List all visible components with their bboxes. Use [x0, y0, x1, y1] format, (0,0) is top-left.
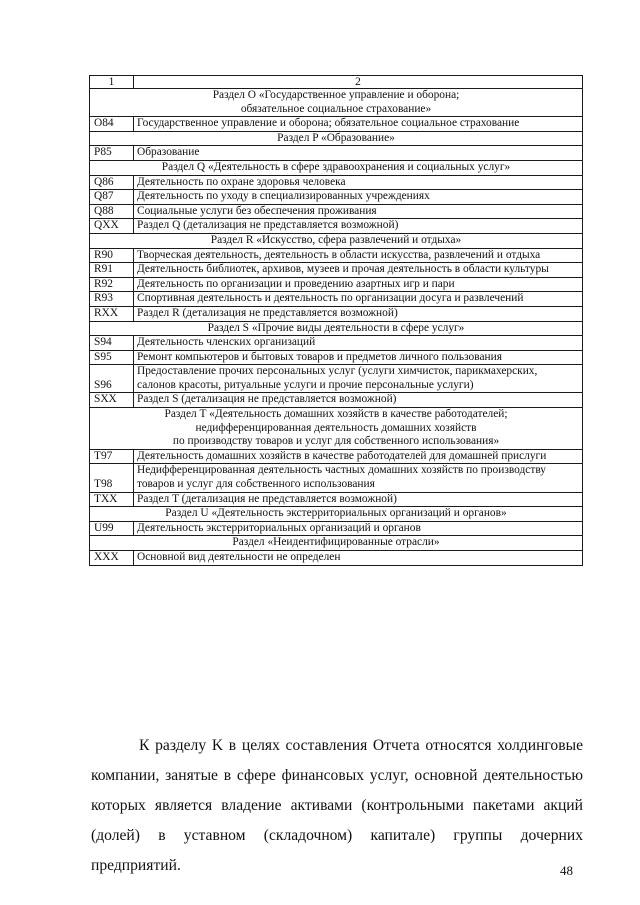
table-row	[90, 219, 583, 234]
activity-code: R90	[90, 248, 134, 263]
activity-code: R92	[90, 277, 134, 292]
activity-description: Спортивная деятельность и деятельность по организации досуга и развлечений	[134, 292, 583, 307]
section-header-row	[90, 408, 583, 450]
table-row	[90, 306, 583, 321]
activity-description: Деятельность членских организаций	[134, 336, 583, 351]
activity-code: TXX	[90, 492, 134, 507]
section-header-row	[90, 89, 583, 117]
activity-code: R91	[90, 263, 134, 278]
section-title: Раздел T «Деятельность домашних хозяйств в качестве работодателей; недифференцированная деятельность домашних хозяйств по производству товаров и услуг для собственного использования»	[90, 408, 583, 450]
activity-code: RXX	[90, 306, 134, 321]
activity-code: Q87	[90, 190, 134, 205]
section-header-row	[90, 321, 583, 336]
table-row	[90, 190, 583, 205]
table-row	[90, 393, 583, 408]
column-header-2: 2	[134, 76, 583, 89]
table-row	[90, 248, 583, 263]
activity-code: T98	[90, 464, 134, 492]
section-title: Раздел «Неидентифицированные отрасли»	[90, 536, 583, 551]
activity-description: Образование	[134, 146, 583, 161]
table-row	[90, 492, 583, 507]
activity-code: XXX	[90, 551, 134, 566]
table-row	[90, 204, 583, 219]
activity-description: Ремонт компьютеров и бытовых товаров и предметов личного пользования	[134, 350, 583, 365]
column-header-row	[90, 76, 583, 89]
activity-code: QXX	[90, 219, 134, 234]
body-paragraph: К разделу K в целях составления Отчета относятся холдинговые компании, занятые в сфере финансовых услуг, основной деятельностью которых является владение активами (контрольными пакетами акций (долей) в уставном (складочном) капитале) группы дочерних предприятий.	[91, 737, 583, 874]
activity-code: P85	[90, 146, 134, 161]
activity-code: T97	[90, 449, 134, 464]
section-title: Раздел U «Деятельность экстерриториальных организаций и органов»	[90, 507, 583, 522]
section-header-row	[90, 131, 583, 146]
activity-description: Раздел R (детализация не представляется возможной)	[134, 306, 583, 321]
table-row	[90, 464, 583, 492]
table-row	[90, 336, 583, 351]
section-title: Раздел P «Образование»	[90, 131, 583, 146]
section-title: Раздел O «Государственное управление и оборона; обязательное социальное страхование»	[90, 89, 583, 117]
activity-description: Раздел T (детализация не представляется возможной)	[134, 492, 583, 507]
table-row	[90, 449, 583, 464]
column-header-1: 1	[90, 76, 134, 89]
classification-table	[89, 75, 583, 566]
activity-code: SXX	[90, 393, 134, 408]
activity-description: Предоставление прочих персональных услуг (услуги химчисток, парикмахерских, салонов красоты, ритуальные услуги и прочие персональные услуги)	[134, 365, 583, 393]
table-row	[90, 175, 583, 190]
table-row	[90, 277, 583, 292]
activity-description: Деятельность экстерриториальных организаций и органов	[134, 521, 583, 536]
activity-description: Раздел S (детализация не представляется возможной)	[134, 393, 583, 408]
activity-code: U99	[90, 521, 134, 536]
section-title: Раздел S «Прочие виды деятельности в сфере услуг»	[90, 321, 583, 336]
activity-description: Творческая деятельность, деятельность в области искусства, развлечений и отдыха	[134, 248, 583, 263]
section-header-row	[90, 507, 583, 522]
activity-description: Деятельность по организации и проведению азартных игр и пари	[134, 277, 583, 292]
activity-code: Q86	[90, 175, 134, 190]
section-title: Раздел R «Искусство, сфера развлечений и отдыха»	[90, 233, 583, 248]
table-row	[90, 521, 583, 536]
activity-code: O84	[90, 117, 134, 132]
activity-description: Деятельность домашних хозяйств в качестве работодателей для домашней прислуги	[134, 449, 583, 464]
activity-code: S96	[90, 365, 134, 393]
table-row	[90, 551, 583, 566]
activity-description: Основной вид деятельности не определен	[134, 551, 583, 566]
activity-description: Недифференцированная деятельность частных домашних хозяйств по производству товаров и услуг для собственного использования	[134, 464, 583, 492]
page-number: 48	[560, 863, 573, 878]
activity-description: Деятельность по охране здоровья человека	[134, 175, 583, 190]
activity-code: Q88	[90, 204, 134, 219]
activity-description: Деятельность по уходу в специализированных учреждениях	[134, 190, 583, 205]
activity-description: Раздел Q (детализация не представляется возможной)	[134, 219, 583, 234]
section-header-row	[90, 233, 583, 248]
activity-code: R93	[90, 292, 134, 307]
activity-description: Государственное управление и оборона; обязательное социальное страхование	[134, 117, 583, 132]
activity-code: S94	[90, 336, 134, 351]
table-body	[90, 76, 583, 566]
table-row	[90, 117, 583, 132]
table-row	[90, 263, 583, 278]
table-row	[90, 292, 583, 307]
table-row	[90, 350, 583, 365]
activity-description: Деятельность библиотек, архивов, музеев и прочая деятельность в области культуры	[134, 263, 583, 278]
section-title: Раздел Q «Деятельность в сфере здравоохранения и социальных услуг»	[90, 160, 583, 175]
section-header-row	[90, 160, 583, 175]
table-row	[90, 365, 583, 393]
table-row	[90, 146, 583, 161]
section-header-row	[90, 536, 583, 551]
activity-description: Социальные услуги без обеспечения проживания	[134, 204, 583, 219]
activity-code: S95	[90, 350, 134, 365]
